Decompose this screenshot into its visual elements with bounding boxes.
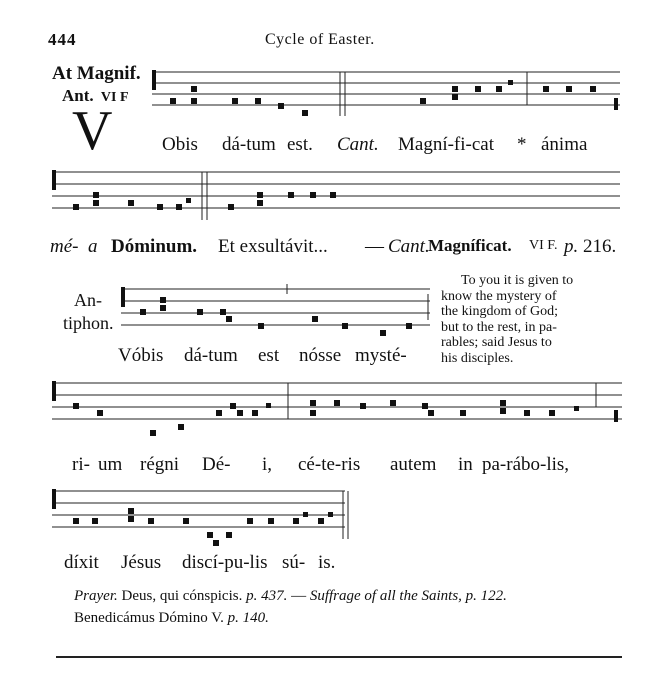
dash: —	[365, 236, 384, 257]
page-ref-label: p.	[564, 236, 579, 257]
running-title: Cycle of Easter.	[265, 31, 375, 48]
translation-line: rables; said Jesus to	[441, 335, 552, 350]
lyric-syllable: Dé-	[202, 454, 231, 475]
magnificat-label: At Magnif.	[52, 63, 141, 84]
suffrage-page: p. 122.	[465, 588, 507, 604]
lyric-syllable: Obis	[162, 134, 198, 155]
lyric-syllable: mysté-	[355, 345, 407, 366]
mode-label: VI F.	[529, 238, 558, 253]
lyric-syllable: Et exsultávit...	[218, 236, 328, 257]
lyric-syllable: Vóbis	[118, 345, 164, 366]
lyric-syllable: ri-	[72, 454, 90, 475]
dash: —	[291, 588, 307, 604]
lyric-syllable: a	[88, 236, 98, 257]
lyric-syllable: Magní-fi-cat	[398, 134, 495, 155]
lyric-syllable: mé-	[50, 236, 79, 257]
benedicamus-text: Benedicámus Dómino V.	[74, 610, 224, 626]
lyric-syllable: ánima	[541, 134, 588, 155]
lyric-syllable: dá-tum	[184, 345, 238, 366]
canticle-title: Magníficat.	[428, 236, 512, 255]
page-bottom-rule	[56, 656, 622, 658]
initial-letter: V	[72, 100, 113, 162]
lyric-syllable: cé-te-ris	[298, 454, 361, 475]
cant-label: Cant.	[388, 236, 430, 257]
lyric-syllable: in	[458, 454, 473, 475]
translation-line: his disciples.	[441, 350, 514, 366]
lyric-syllable: nósse	[299, 345, 342, 366]
lyric-syllable: um	[98, 454, 123, 475]
suffrage-title: Suffrage of all the Saints,	[309, 588, 462, 604]
lyric-syllable: Jésus	[121, 552, 162, 573]
lyric-syllable: est	[258, 345, 280, 366]
translation-line: To you it is given to	[461, 273, 574, 288]
lyric-syllable: Dóminum.	[111, 236, 198, 257]
antiphon-label: An-	[74, 290, 102, 310]
page-ref: 216.	[583, 236, 617, 257]
lyric-syllable: i,	[262, 454, 273, 475]
asterisk: *	[517, 134, 527, 155]
prayer-text: Deus, qui cónspicis.	[121, 588, 243, 604]
translation-line: know the mystery of	[441, 288, 557, 304]
lyric-syllable: is.	[318, 552, 336, 573]
lyric-syllable: autem	[390, 454, 437, 475]
lyric-syllable: régni	[140, 454, 180, 475]
lyric-syllable: est.	[287, 134, 313, 155]
prayer-page: p. 437.	[246, 588, 288, 604]
lyric-syllable: sú-	[282, 552, 306, 573]
prayer-label: Prayer.	[74, 588, 118, 604]
lyric-cant: Cant.	[337, 134, 379, 155]
lyric-syllable: discí-pu-lis	[182, 552, 268, 573]
translation-line: but to the rest, in pa-	[441, 319, 557, 335]
page-number: 444	[48, 30, 77, 49]
mode-label: VI F	[100, 90, 129, 105]
benedicamus-line	[74, 610, 269, 627]
prayer-line	[74, 588, 507, 605]
lyric-syllable: dá-tum	[222, 134, 276, 155]
translation-line: the kingdom of God;	[441, 304, 559, 319]
lyric-syllable: díxit	[64, 552, 99, 573]
lyric-syllable: pa-rábo-lis,	[482, 454, 570, 475]
antiphon-label-cont: tiphon.	[63, 313, 114, 333]
benedicamus-page: p. 140.	[227, 610, 269, 626]
antiphon-abbrev: Ant.	[62, 86, 94, 105]
